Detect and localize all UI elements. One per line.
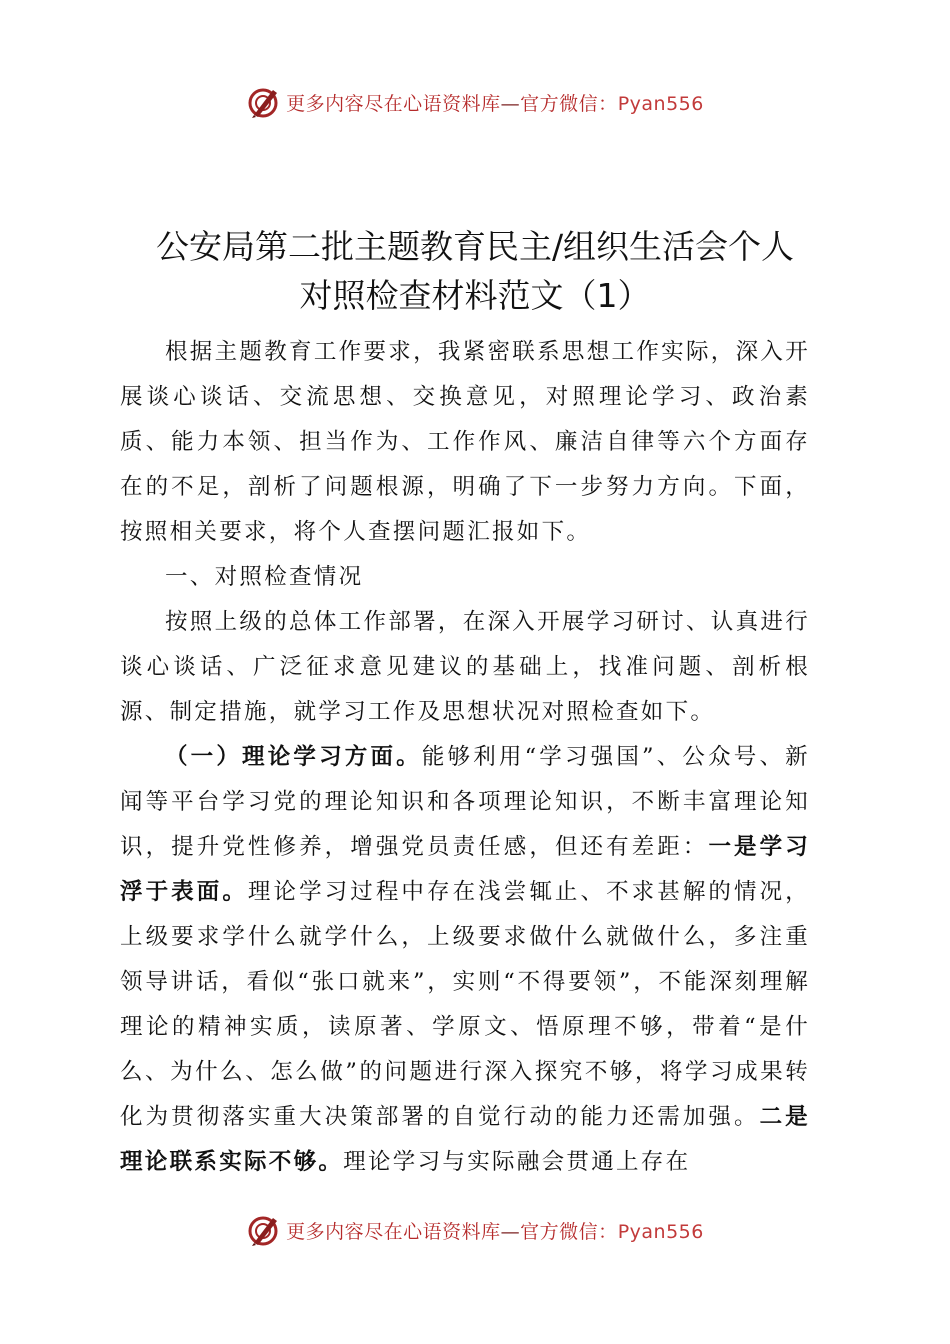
watermark-official: 官方微信： [520,1220,618,1243]
watermark-wechat-id: Pyan556 [617,1220,704,1243]
point-1-heading: 一是学习浮于表面。 [120,834,811,905]
watermark-separator: — [500,92,521,115]
title-line-2: 对照检查材料范文（1） [299,276,651,315]
section-1-heading: 一、对照检查情况 [165,564,364,590]
point-1-text: 理论学习过程中存在浅尝辄止、不求甚解的情况，上级要求学什么就学什么，上级要求做什么就做什么，多注重领导讲话，看似“张口就来”，实则“不得要领”，不能深刻理解理论的精神实质，读原著、学原文、悟原理不够，带着“是什么、为什么、怎么做”的问题进行深入探究不够，将学习成果转化为贯彻落实重大决策部署的自觉行动的能力还需加强。 [120,879,810,1130]
watermark-text [286,89,704,116]
document-title [100,222,850,320]
point-2-heading: 二是理论联系实际不够。 [120,1104,810,1175]
section-1-intro-paragraph: 按照上级的总体工作部署，在深入开展学习研讨、认真进行谈心谈话、广泛征求意见建议的基础上，找准问题、剖析根源、制定措施，就学习工作及思想状况对照检查如下。 [120,609,810,725]
watermark-wechat-id: Pyan556 [617,92,704,115]
watermark-main: 更多内容尽在心语资料库 [286,1220,501,1243]
footer-watermark-banner [0,1208,950,1252]
watermark-official: 官方微信： [520,92,618,115]
document-body [120,330,810,1185]
point-2-text: 理论学习与实际融会贯通上存在 [343,1149,691,1175]
watermark-main: 更多内容尽在心语资料库 [286,92,501,115]
watermark-separator: — [500,1220,521,1243]
title-line-1: 公安局第二批主题教育民主/组织生活会个人 [155,227,795,266]
pen-logo-icon [246,85,280,119]
intro-paragraph: 根据主题教育工作要求，我紧密联系思想工作实际，深入开展谈心谈话、交流思想、交换意见，对照理论学习、政治素质、能力本领、担当作为、工作作风、廉洁自律等六个方面存在的不足，剖析了问题根源，明确了下一步努力方向。下面，按照相关要求，将个人查摆问题汇报如下。 [120,339,810,545]
watermark-text [286,1217,704,1244]
sub-1-text: 能够利用“学习强国”、公众号、新闻等平台学习党的理论知识和各项理论知识，不断丰富理论知识，提升党性修养，增强党员责任感，但还有差距： [120,744,810,860]
pen-logo-icon [246,1213,280,1247]
header-watermark-banner [0,80,950,124]
theory-study-paragraph [120,735,810,1185]
sub-1-heading: （一）理论学习方面。 [165,744,422,770]
